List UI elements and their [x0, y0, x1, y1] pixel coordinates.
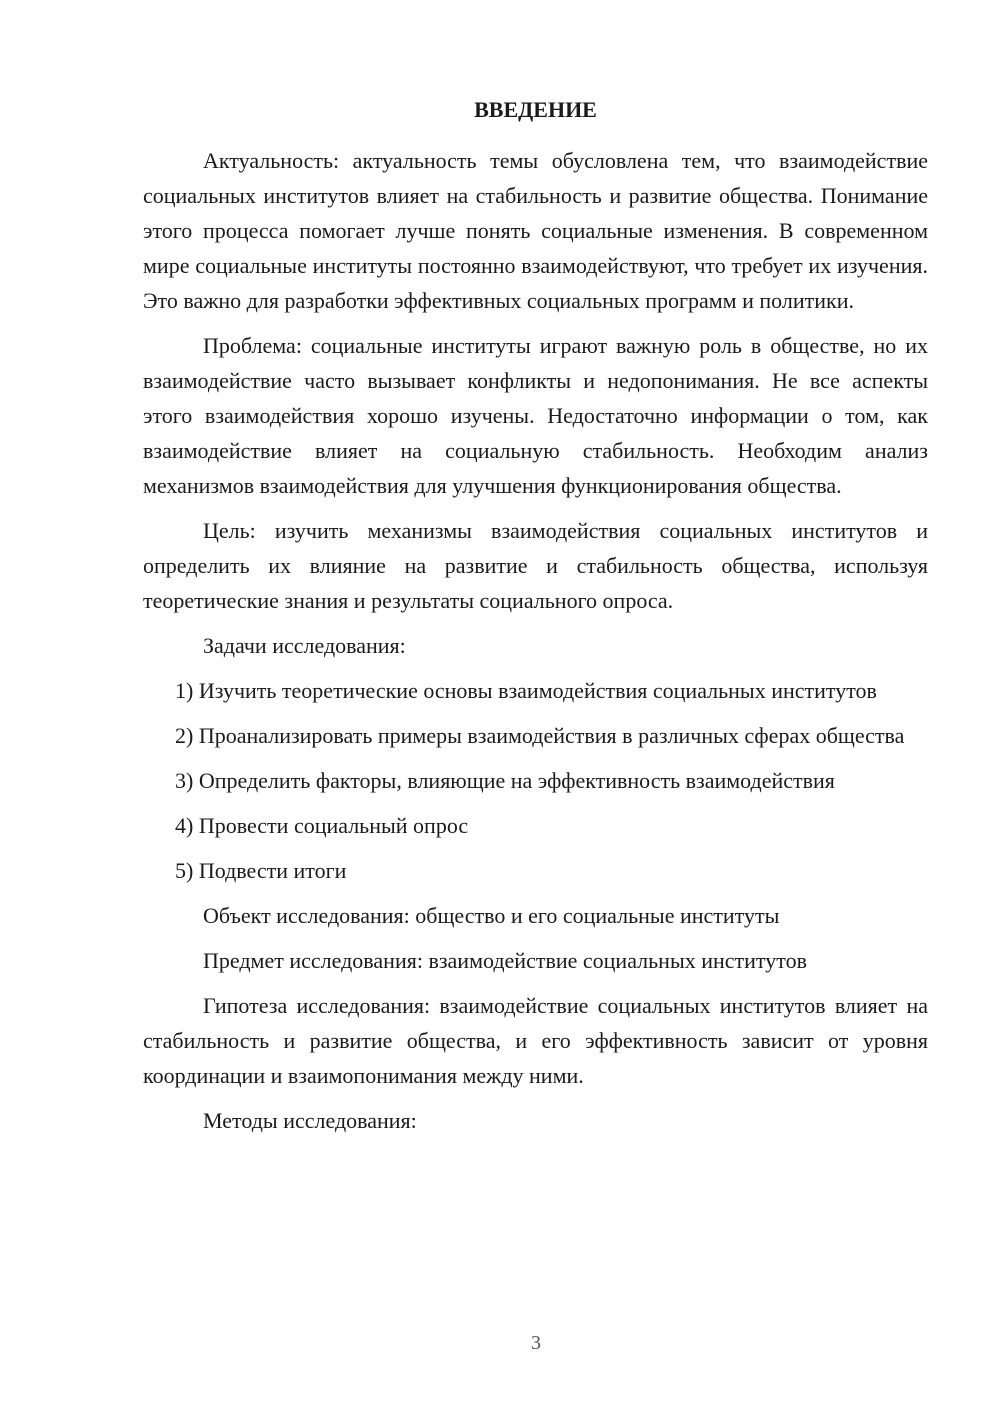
- task-item-3: 3) Определить факторы, влияющие на эффективность взаимодействия: [175, 768, 835, 793]
- methods-heading: Методы исследования:: [203, 1108, 417, 1133]
- page-title: ВВЕДЕНИЕ: [474, 97, 597, 122]
- page-number: 3: [531, 1332, 541, 1354]
- paragraph-hypothesis: Гипотеза исследования: взаимодействие социальных институтов влияет на стабильность и развитие общества, и его эффективность зависит от уровня координации и взаимопонимания между ними.: [143, 993, 928, 1088]
- paragraph-relevance: Актуальность: актуальность темы обусловлена тем, что взаимодействие социальных институтов влияет на стабильность и развитие общества. Понимание этого процесса помогает лучше понять социальные изменения. В современном мире социальные институты постоянно взаимодействуют, что требует их изучения. Это важно для разработки эффективных социальных программ и политики.: [143, 148, 928, 313]
- task-item-2: 2) Проанализировать примеры взаимодействия в различных сферах общества: [175, 723, 905, 748]
- task-item-1: 1) Изучить теоретические основы взаимодействия социальных институтов: [175, 678, 877, 703]
- paragraph-subject: Предмет исследования: взаимодействие социальных институтов: [203, 948, 807, 973]
- page-body: [143, 94, 928, 1148]
- paragraph-goal: Цель: изучить механизмы взаимодействия социальных институтов и определить их влияние на развитие и стабильность общества, используя теоретические знания и результаты социального опроса.: [143, 518, 928, 613]
- paragraph-problem: Проблема: социальные институты играют важную роль в обществе, но их взаимодействие часто вызывает конфликты и недопонимания. Не все аспекты этого взаимодействия хорошо изучены. Недостаточно информации о том, как взаимодействие влияет на социальную стабильность. Необходим анализ механизмов взаимодействия для улучшения функционирования общества.: [143, 333, 928, 498]
- task-item-4: 4) Провести социальный опрос: [175, 813, 469, 838]
- task-item-5: 5) Подвести итоги: [175, 858, 347, 883]
- tasks-heading: Задачи исследования:: [203, 633, 406, 658]
- paragraph-object: Объект исследования: общество и его социальные институты: [203, 903, 780, 928]
